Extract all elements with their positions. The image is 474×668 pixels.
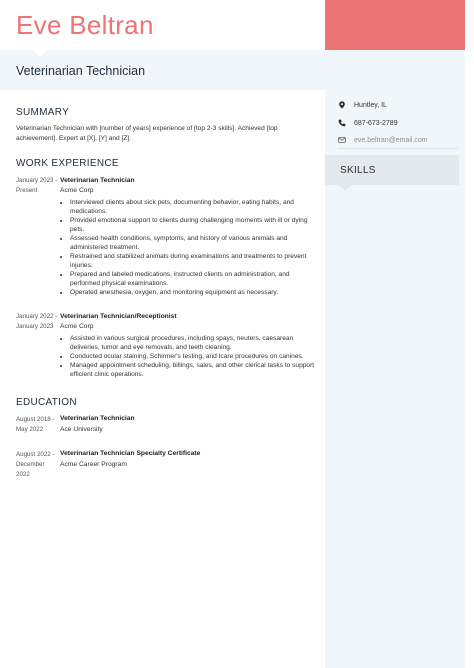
education-degree: Veterinarian Technician Specialty Certificate <box>60 450 201 457</box>
work-experience-heading: WORK EXPERIENCE <box>16 158 119 169</box>
accent-block <box>325 0 465 50</box>
contact-phone <box>338 119 398 127</box>
list-item: • Operated anesthesia, oxygen, and monitoring equipment as necessary. <box>70 288 320 297</box>
skills-notch <box>338 185 352 191</box>
education-dates: August 2018 - May 2022 <box>16 416 55 433</box>
candidate-name: Eve Beltran <box>16 10 154 40</box>
job-company: Acme Corp <box>60 187 94 194</box>
location-pin-icon <box>338 101 346 109</box>
job-bullets <box>60 334 320 379</box>
education-dates: August 2022 - December 2022 <box>16 451 55 478</box>
list-item: • Managed appointment scheduling, billings, sales, and other clerical tasks to support efficient clinic operations. <box>70 361 320 379</box>
summary-heading: SUMMARY <box>16 107 70 118</box>
job-role: Veterinarian Technician/Receptionist <box>60 313 177 320</box>
job-role: Veterinarian Technician <box>60 177 135 184</box>
phone-text: 687-673-2789 <box>354 119 398 127</box>
job-bullets <box>60 198 320 297</box>
skills-heading: SKILLS <box>340 165 376 176</box>
phone-icon <box>338 119 346 127</box>
job-title: Veterinarian Technician <box>16 64 146 78</box>
summary-text: Veterinarian Technician with [number of years] experience of [top 2-3 skills]. Achieved [top achievement]. Expert at [X], [Y] and [Z]. <box>16 125 278 142</box>
list-item: • Provided emotional support to clients during challenging moments with ill or dying pets. <box>70 216 320 234</box>
envelope-icon <box>338 136 346 144</box>
header-notch <box>32 50 48 57</box>
location-text: Huntley, IL <box>354 101 387 109</box>
education-school: Acme Career Program <box>60 461 127 468</box>
list-item: • Assessed health conditions, symptoms, and history of various animals and administered treatment. <box>70 234 320 252</box>
sidebar-divider <box>338 148 458 149</box>
list-item: • Interviewed clients about sick pets, documenting behavior, eating habits, and medications. <box>70 198 320 216</box>
list-item: • Assisted in various surgical procedures, including spays, neuters, caesarean deliveries, tumor and eye removals, and teeth cleaning. <box>70 334 320 352</box>
job-company: Acme Corp <box>60 323 94 330</box>
contact-email[interactable] <box>338 136 428 144</box>
education-heading: EDUCATION <box>16 397 77 408</box>
list-item: • Conducted ocular staining, Schirmer's testing, and Icare procedures on canines. <box>70 352 320 361</box>
education-school: Ace University <box>60 426 103 433</box>
list-item: • Restrained and stabilized animals during examinations and treatments to prevent injuries. <box>70 252 320 270</box>
contact-location <box>338 101 387 109</box>
education-degree: Veterinarian Technician <box>60 415 135 422</box>
job-dates: January 2022 - January 2023 <box>16 313 58 330</box>
email-link[interactable]: eve.beltran@email.com <box>354 136 428 144</box>
list-item: • Prepared and labeled medications, instructed clients on administration, and performed physical examinations. <box>70 270 320 288</box>
job-dates: January 2023 - Present <box>16 177 58 194</box>
